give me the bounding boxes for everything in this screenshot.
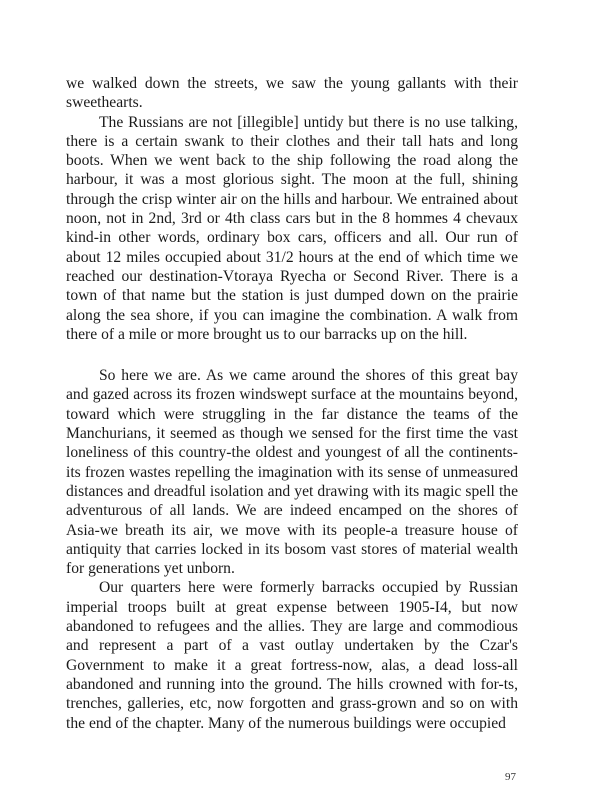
paragraph-2: The Russians are not [illegible] untidy but there is no use talking, there is a certain swank to their clothes and their tall hats and long boots. When we went back to the ship following the road along the harbour, it was a most glorious sight. The moon at the full, shining through the crisp winter air on the hills and harbour. We entrained about noon, not in 2nd, 3rd or 4th class cars but in the 8 hommes 4 chevaux kind-in other words, ordinary box cars, officers and all. Our run of about 12 miles occupied about 31/2 hours at the end of which time we reached our destination-Vtoraya Ryecha or Second River. There is a town of that name but the station is just dumped down on the prairie along the sea shore, if you can imagine the combination. A walk from there of a mile or more brought us to our barracks up on the hill. — [66, 113, 518, 343]
paragraph-4: Our quarters here were formerly barracks occupied by Russian imperial troops built at great expense between 1905-I4, but now abandoned to refugees and the allies. They are large and commodious and represent a part of a vast outlay undertaken by the Czar's Government to make it a great fortress-now, alas, a dead loss-all abandoned and running into the ground. The hills crowned with for-ts, trenches, galleries, etc, now forgotten and grass-grown and so on with the end of the chapter. Many of the numerous buildings were occupied — [66, 579, 518, 732]
paragraph-3: So here we are. As we came around the shores of this great bay and gazed across its frozen windswept surface at the mountains beyond, toward which were struggling in the far distance the teams of the Manchurians, it seemed as though we sensed for the first time the vast loneliness of this country-the oldest and youngest of all the continents-its frozen wastes repelling the imagination with its sense of unmeasured distances and dreadful isolation and yet drawing with its magic spell the adventurous of all lands. We are indeed encamped on the shores of Asia-we breath its air, we move with its people-a treasure house of antiquity that carries locked in its bosom vast stores of material wealth for generations yet unborn. — [66, 367, 518, 578]
body-text — [66, 74, 518, 733]
paragraph-1: we walked down the streets, we saw the young gallants with their sweethearts. — [66, 75, 518, 112]
page-number: 97 — [505, 771, 516, 783]
